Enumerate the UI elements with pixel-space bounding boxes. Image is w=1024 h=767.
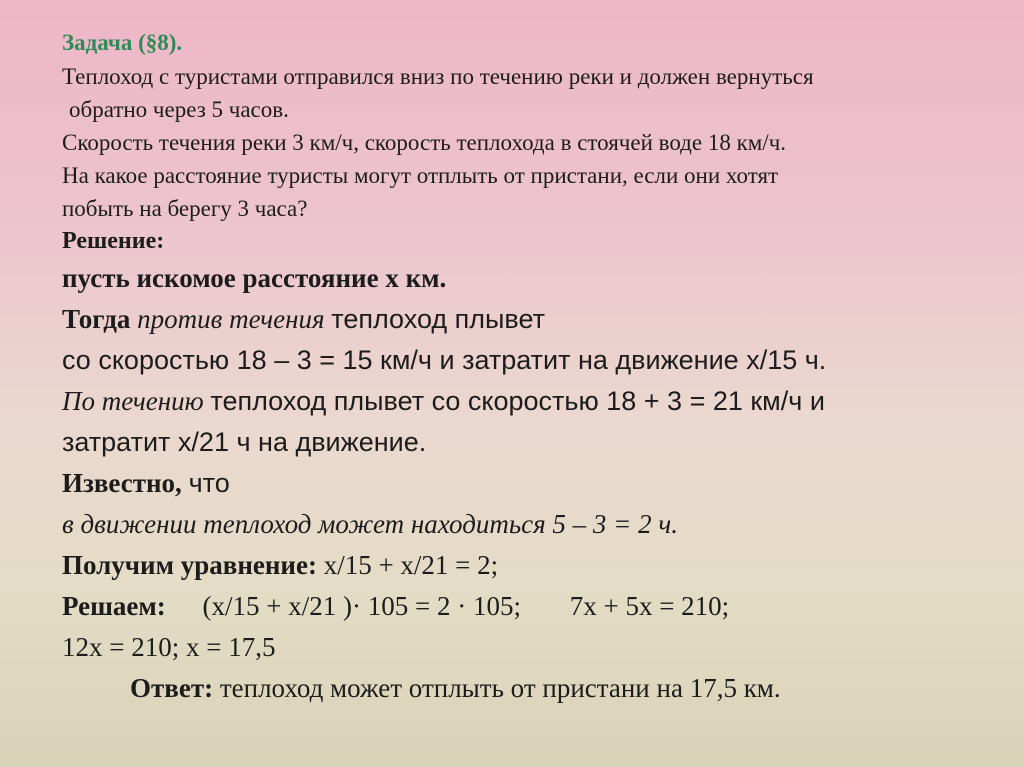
- equation: х/15 + х/21 = 2;: [323, 550, 499, 580]
- speed-against-line: со скоростью 18 – 3 = 15 км/ч и затратит на движение х/15 ч.: [62, 345, 827, 375]
- task-line-4: На какое расстояние туристы могут отплыть от пристани, если они хотят: [62, 163, 779, 188]
- task-line-5: побыть на берегу 3 часа?: [62, 196, 308, 221]
- known-bold: Известно,: [62, 468, 182, 498]
- with-rest: теплоход плывет со скоростью 18 + 3 = 21 км/ч и: [210, 386, 825, 416]
- solve-step-1: (х/15 + х/21 )· 105 = 2 · 105;: [202, 591, 521, 621]
- answer-label: Ответ:: [130, 673, 214, 703]
- then-italic: против течения: [137, 304, 325, 334]
- solution-then-line: [62, 299, 1012, 340]
- with-italic: По течению: [62, 386, 204, 416]
- solve-step-3: 12х = 210; х = 17,5: [62, 632, 276, 662]
- task-line-3: Скорость течения реки 3 км/ч, скорость теплохода в стоячей воде 18 км/ч.: [62, 130, 787, 155]
- answer-text: теплоход может отплыть от пристани на 17,5 км.: [219, 673, 781, 703]
- then-rest: теплоход плывет: [331, 304, 545, 334]
- task-line-1: Теплоход с туристами отправился вниз по течению реки и должен вернуться: [62, 64, 814, 89]
- equation-label: Получим уравнение:: [62, 550, 317, 580]
- with-current-line: [62, 381, 1012, 422]
- then-bold: Тогда: [62, 304, 131, 334]
- task-title: Задача (§8).: [62, 30, 183, 55]
- solve-label: Решаем:: [62, 591, 166, 621]
- known-line: [62, 463, 1012, 504]
- solution-let: пусть искомое расстояние х км.: [62, 263, 447, 293]
- task-line-2: обратно через 5 часов.: [69, 97, 289, 122]
- solve-step-2: 7х + 5х = 210;: [569, 591, 730, 621]
- moving-time-line: в движении теплоход может находиться 5 – 3 = 2 ч.: [62, 509, 679, 539]
- solution-label: Решение:: [62, 228, 165, 254]
- slide: [62, 26, 1012, 709]
- solve-line: [62, 586, 1012, 627]
- known-rest: что: [188, 468, 230, 498]
- answer-line: [62, 668, 1012, 709]
- with-time-line: затратит х/21 ч на движение.: [62, 427, 427, 457]
- equation-line: [62, 545, 1012, 586]
